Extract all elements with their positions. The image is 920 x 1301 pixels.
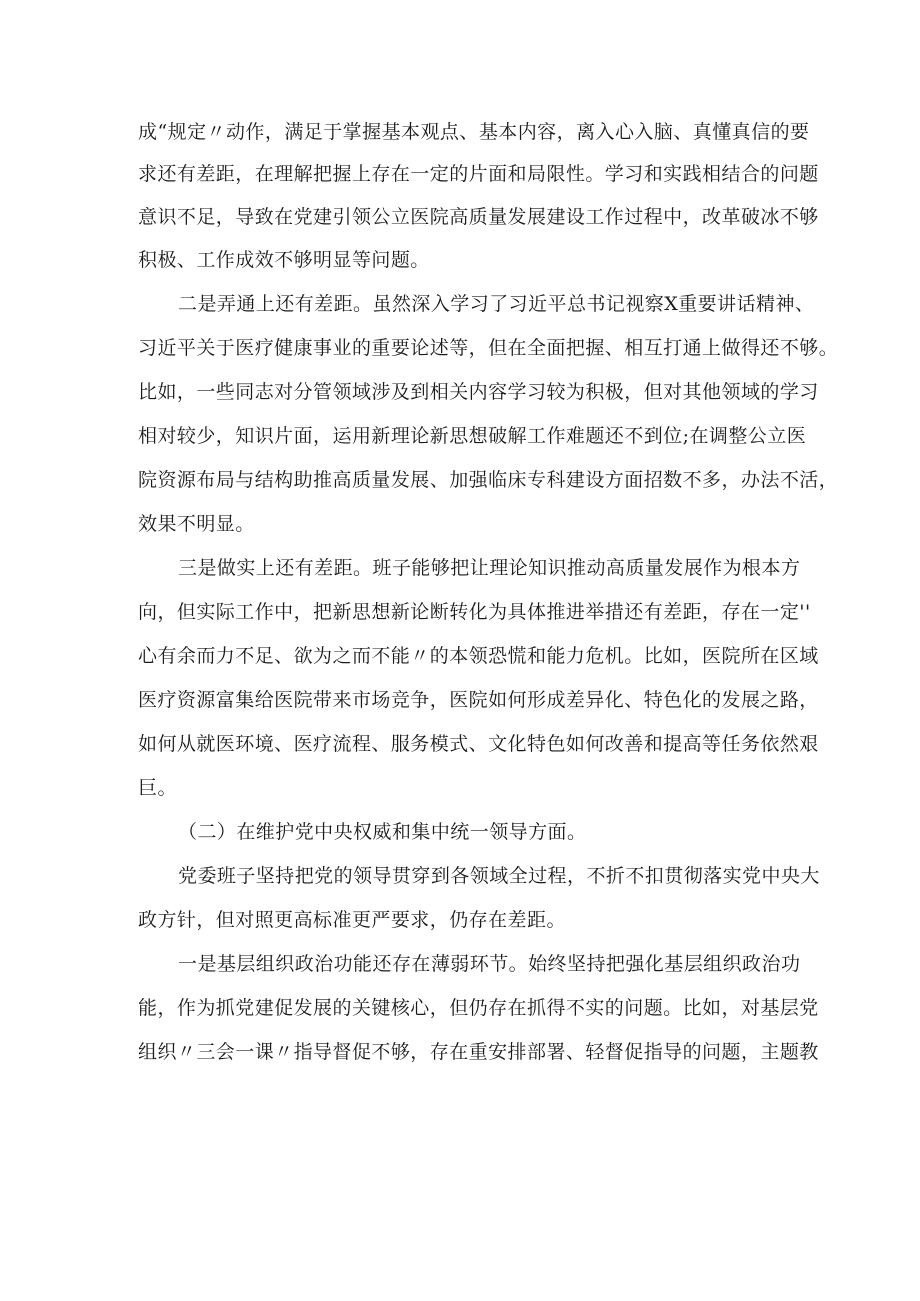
- text-line: 能，作为抓党建促发展的关键核心，但仍存在抓得不实的问题。比如，对基层党: [138, 997, 819, 1019]
- text-line: 组织〃三会一课〃指导督促不够，存在重安排部署、轻督促指导的问题，主题教: [138, 1041, 819, 1063]
- text-line: 求还有差距，在理解把握上存在一定的片面和局限性。学习和实践相结合的问题: [138, 163, 819, 185]
- text-line: 如何从就医环境、医疗流程、服务模式、文化特色如何改善和提高等任务依然艰: [138, 733, 819, 755]
- text-line: 心有余而力不足、欲为之而不能〃的本领恐慌和能力危机。比如，医院所在区域: [138, 645, 819, 667]
- section-heading: （二）在维护党中央权威和集中统一领导方面。: [178, 821, 587, 843]
- text-line: 积极、工作成效不够明显等问题。: [138, 249, 430, 271]
- text-line: 二是弄通上还有差距。虽然深入学习了习近平总书记视察X重要讲话精神、: [178, 293, 815, 315]
- text-line: 习近平关于医疗健康事业的重要论述等，但在全面把握、相互打通上做得还不够。: [138, 337, 839, 359]
- text-line: 比如，一些同志对分管领域涉及到相关内容学习较为积极，但对其他领域的学习: [138, 381, 819, 403]
- text-line: 三是做实上还有差距。班子能够把让理论知识推动高质量发展作为根本方: [178, 557, 801, 579]
- text-line: 党委班子坚持把党的领导贯穿到各领域全过程，不折不扣贯彻落实党中央大: [178, 865, 820, 887]
- text-line: 一是基层组织政治功能还存在薄弱环节。始终坚持把强化基层组织政治功: [178, 953, 801, 975]
- text-line: 院资源布局与结构助推高质量发展、加强临床专科建设方面招数不多，办法不活，: [138, 469, 839, 491]
- text-line: 相对较少，知识片面，运用新理论新思想破解工作难题还不到位;在调整公立医: [138, 425, 807, 447]
- text-line: 政方针，但对照更高标准更严要求，仍存在差距。: [138, 909, 566, 931]
- text-line: 巨。: [138, 777, 177, 799]
- text-line: 医疗资源富集给医院带来市场竞争，医院如何形成差异化、特色化的发展之路，: [138, 689, 819, 711]
- text-line: 效果不明显。: [138, 513, 255, 535]
- text-line: 向，但实际工作中，把新思想新论断转化为具体推进举措还有差距，存在一定'': [138, 601, 811, 623]
- text-line: 意识不足，导致在党建引领公立医院高质量发展建设工作过程中，改革破冰不够: [138, 206, 819, 228]
- text-line: 成“规定〃动作，满足于掌握基本观点、基本内容，离入心入脑、真懂真信的要: [138, 121, 810, 143]
